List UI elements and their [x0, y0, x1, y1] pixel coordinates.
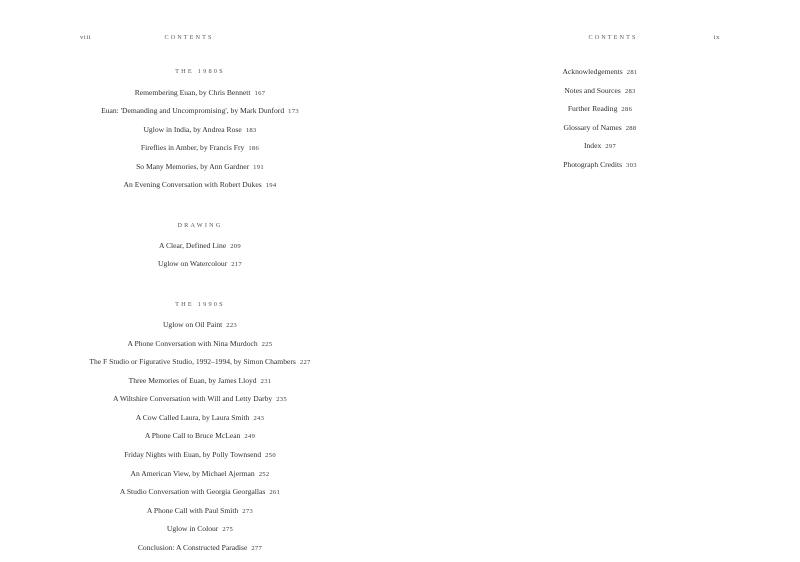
folio-left: viii	[80, 34, 92, 41]
toc-entry-page: 191	[253, 163, 264, 171]
toc-entry-page: 273	[242, 507, 254, 515]
toc-entry-title: Conclusion: A Constructed Paradise	[137, 542, 248, 552]
toc-entry-page: 281	[626, 69, 638, 76]
section-heading: THE 1980S	[175, 68, 225, 75]
toc-entry-title: Friday Nights with Euan, by Polly Townsend	[124, 449, 262, 459]
toc-entry-page: 235	[276, 396, 287, 404]
section-heading: THE 1990S	[175, 301, 225, 309]
toc-entry-title: An Evening Conversation with Robert Dukes	[123, 180, 262, 190]
toc-entry[interactable]	[36, 144, 364, 153]
toc-entry[interactable]	[36, 414, 364, 423]
toc-entry[interactable]	[436, 142, 764, 151]
toc-entry-page: 183	[245, 126, 257, 134]
contents-column-right	[400, 56, 800, 179]
page-left	[0, 0, 400, 552]
toc-entry-page: 286	[621, 106, 633, 114]
toc-entry[interactable]	[36, 507, 364, 516]
toc-entry-title: Further Reading	[567, 104, 618, 114]
section-drawing	[36, 222, 364, 269]
toc-entry[interactable]	[36, 260, 364, 269]
toc-entry-page: 277	[251, 544, 263, 552]
running-head-left: CONTENTS	[164, 34, 214, 41]
entry-list	[36, 89, 364, 190]
toc-entry-title: So Many Memories, by Ann Gardner	[136, 161, 250, 171]
running-head-right: CONTENTS	[588, 34, 638, 41]
toc-entry[interactable]	[36, 340, 364, 349]
toc-entry-title: Uglow on Oil Paint	[162, 320, 223, 330]
toc-entry[interactable]	[436, 68, 764, 77]
toc-entry-title: Index	[583, 141, 602, 151]
toc-entry[interactable]	[36, 544, 364, 553]
toc-entry-page: 209	[230, 243, 241, 251]
toc-entry[interactable]	[36, 525, 364, 534]
toc-entry[interactable]	[436, 161, 764, 170]
toc-entry-title: Remembering Euan, by Chris Bennett	[134, 88, 251, 97]
section-the-1990s	[36, 301, 364, 552]
entry-list	[436, 68, 764, 170]
toc-entry-page: 227	[299, 359, 311, 367]
toc-entry-page: 283	[624, 87, 636, 95]
toc-entry[interactable]	[36, 126, 364, 135]
toc-entry-page: 167	[254, 90, 266, 97]
toc-entry[interactable]	[36, 358, 364, 367]
toc-entry-page: 261	[269, 489, 281, 497]
toc-entry-title: Uglow on Watercolour	[157, 259, 228, 269]
toc-entry-page: 186	[248, 145, 260, 153]
toc-entry-title: Fireflies in Amber, by Francis Fry	[140, 143, 245, 153]
toc-entry-title: A Phone Call with Paul Smith	[146, 505, 239, 515]
contents-column-left	[0, 56, 400, 562]
toc-entry[interactable]	[36, 432, 364, 441]
toc-entry-page: 243	[253, 414, 265, 422]
toc-entry-page: 275	[222, 526, 234, 534]
section-the-1980s	[36, 68, 364, 190]
toc-entry-page: 252	[258, 470, 270, 478]
toc-entry-page: 249	[244, 433, 256, 441]
toc-entry-title: Notes and Sources	[564, 85, 621, 95]
toc-entry-page: 223	[226, 322, 238, 330]
toc-entry-page: 217	[231, 261, 243, 269]
toc-entry[interactable]	[36, 377, 364, 386]
toc-entry[interactable]	[36, 321, 364, 330]
toc-entry-title: A Phone Conversation with Nina Murdoch	[127, 338, 258, 348]
toc-entry-page: 303	[626, 161, 637, 169]
toc-entry-title: Acknowledgements	[562, 67, 623, 76]
toc-entry[interactable]	[36, 89, 364, 98]
section-heading: DRAWING	[177, 222, 223, 230]
toc-entry[interactable]	[436, 87, 764, 96]
toc-entry-title: Glossary of Names	[563, 122, 622, 132]
toc-entry-page: 250	[265, 451, 276, 459]
page-right	[400, 0, 800, 514]
entry-list	[36, 321, 364, 552]
toc-entry-title: Uglow in India, by Andrea Rose	[143, 124, 242, 134]
toc-entry-title: A Cow Called Laura, by Laura Smith	[135, 412, 250, 422]
toc-entry-page: 173	[288, 108, 299, 116]
toc-entry-title: A Clear, Defined Line	[159, 241, 227, 251]
toc-entry-page: 297	[605, 143, 617, 151]
toc-entry-title: Uglow in Colour	[166, 524, 219, 534]
toc-entry[interactable]	[36, 488, 364, 497]
toc-entry-title: The F Studio or Figurative Studio, 1992–1994, by Simon Chambers	[89, 357, 296, 367]
toc-entry[interactable]	[436, 124, 764, 133]
toc-entry-title: A Studio Conversation with Georgia Georgallas	[119, 487, 266, 497]
toc-entry-title: A Wiltshire Conversation with Will and Letty Darby	[113, 394, 273, 404]
toc-entry-title: An American View, by Michael Ajerman	[130, 468, 255, 478]
toc-entry-page: 225	[261, 340, 273, 348]
toc-entry-title: A Phone Call to Bruce McLean	[144, 431, 241, 441]
folio-right: ix	[713, 34, 720, 41]
toc-entry-title: Photograph Credits	[563, 159, 623, 169]
toc-entry[interactable]	[36, 163, 364, 172]
toc-entry[interactable]	[36, 470, 364, 479]
toc-entry[interactable]	[36, 181, 364, 190]
toc-entry-title: Euan: 'Demanding and Uncompromising', by Mark Dunford	[101, 106, 285, 116]
toc-entry[interactable]	[36, 107, 364, 116]
toc-entry-page: 231	[260, 377, 272, 385]
toc-entry[interactable]	[36, 395, 364, 404]
toc-entry-page: 194	[265, 182, 277, 190]
toc-entry[interactable]	[36, 242, 364, 251]
toc-entry-page: 288	[625, 124, 637, 132]
toc-entry[interactable]	[36, 451, 364, 460]
toc-entry-title: Three Memories of Euan, by James Lloyd	[128, 375, 257, 385]
entry-list	[36, 242, 364, 269]
toc-entry[interactable]	[436, 105, 764, 114]
